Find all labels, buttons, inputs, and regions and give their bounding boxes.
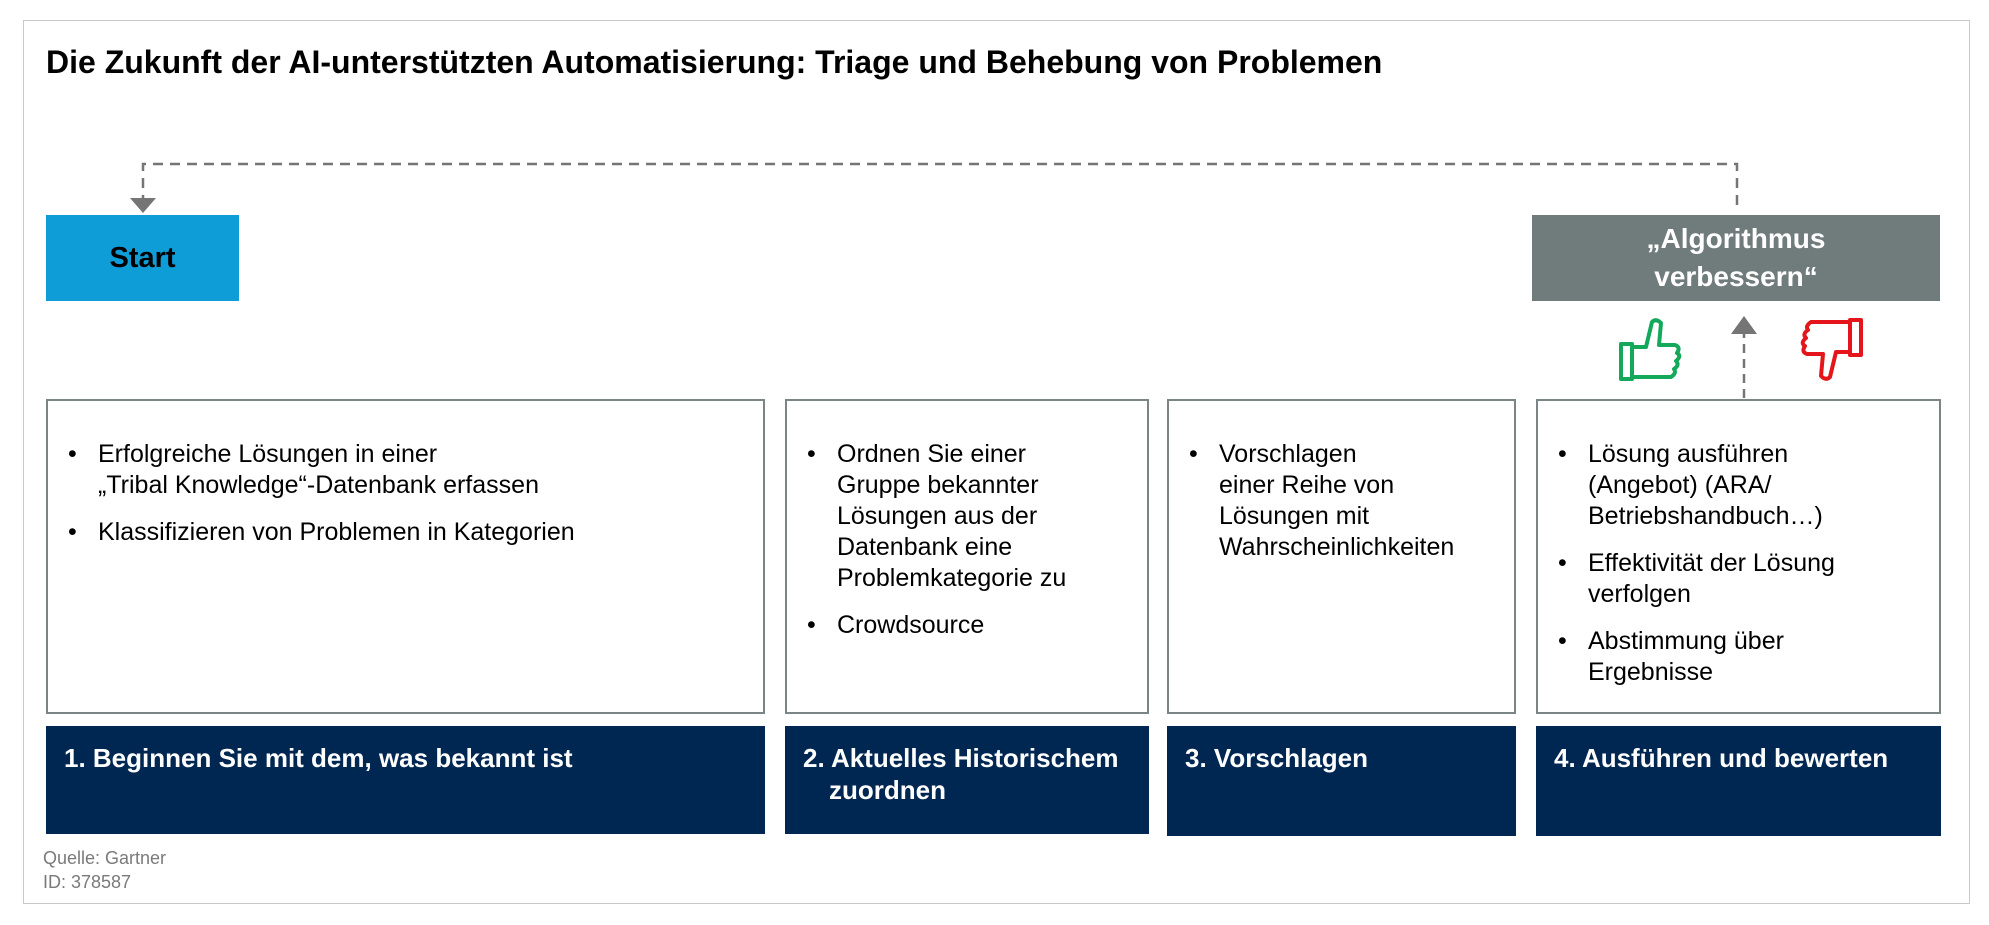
- card-1-bullet-2: • Klassifizieren von Problemen in Kategorien: [68, 517, 741, 548]
- step-3-label-box: [1167, 726, 1516, 836]
- thumbs-up-icon: [1621, 320, 1679, 379]
- feedback-arrowhead: [130, 198, 156, 213]
- step-2-label-box: [785, 726, 1149, 834]
- source-label: Quelle: Gartner: [43, 848, 167, 868]
- thumbs-down-icon: [1803, 320, 1861, 379]
- document-id: ID: 378587: [43, 872, 132, 892]
- step-2-label: 2. Aktuelles Historischem: [803, 743, 1119, 773]
- start-box: [46, 215, 239, 301]
- step4-up-arrowhead: [1731, 316, 1757, 334]
- start-label: Start: [109, 241, 176, 274]
- card-2-bullet-2: • Crowdsource: [807, 610, 1125, 641]
- card-3-bullet-1: • Vorschlagen einer Reihe von Lösungen mit Wahrscheinlichkeiten: [1189, 439, 1492, 563]
- improve-algorithm-box: [1532, 215, 1940, 301]
- step-3-label: 3. Vorschlagen: [1185, 743, 1369, 773]
- card-4-bullet-3: • Abstimmung über Ergebnisse: [1558, 626, 1917, 688]
- card-4-bullet-1: • Lösung ausführen (Angebot) (ARA/ Betriebshandbuch…): [1558, 439, 1917, 532]
- card-step-2: [785, 399, 1149, 714]
- card-step-1: [46, 399, 765, 714]
- feedback-loop-line: [143, 164, 1737, 205]
- source-note: [43, 846, 166, 894]
- card-4-bullet-2: • Effektivität der Lösung verfolgen: [1558, 548, 1917, 610]
- step-2-label-continued: zuordnen: [829, 775, 946, 805]
- improve-algorithm-label: „Algorithmus verbessern“: [1646, 223, 1826, 292]
- diagram-title: Die Zukunft der AI-unterstützten Automatisierung: Triage und Behebung von Problemen: [46, 44, 1383, 80]
- step-1-label-box: [46, 726, 765, 834]
- card-1-bullet-1: • Erfolgreiche Lösungen in einer „Tribal Knowledge“-Datenbank erfassen: [68, 439, 741, 501]
- step-4-label: 4. Ausführen und bewerten: [1554, 743, 1889, 773]
- step-1-label: 1. Beginnen Sie mit dem, was bekannt ist: [64, 743, 573, 773]
- card-step-4: [1536, 399, 1941, 714]
- card-2-bullet-1: • Ordnen Sie einer Gruppe bekannter Lösungen aus der Datenbank eine Problemkategorie zu: [807, 439, 1125, 594]
- card-step-3: [1167, 399, 1516, 714]
- step-4-label-box: [1536, 726, 1941, 836]
